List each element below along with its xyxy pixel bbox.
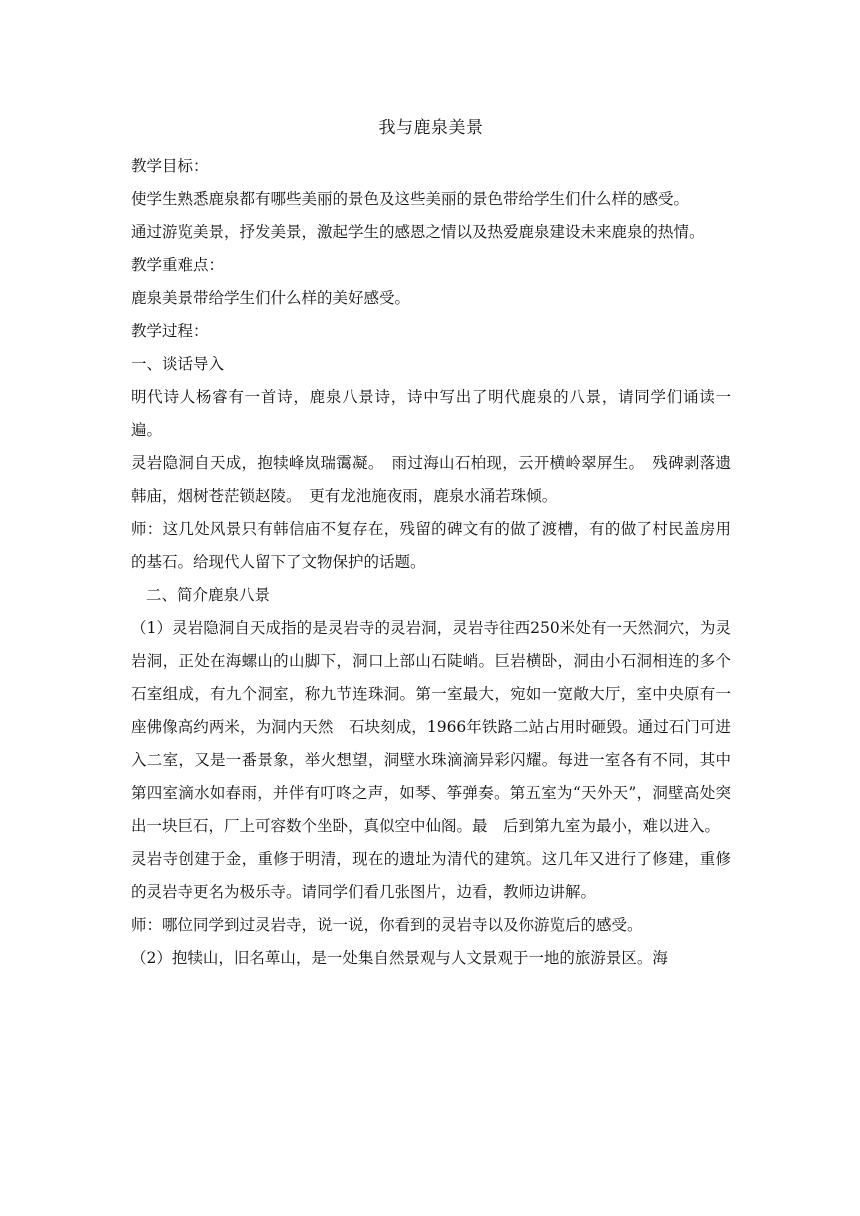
scene-2-paragraph: （2）抱犊山，旧名萆山，是一处集自然景观与人文景观于一地的旅游景区。海 [131,949,668,967]
section-heading-objectives: 教学目标： [131,157,209,175]
scene-1-paragraph: （1）灵岩隐洞自天成指的是灵岩寺的灵岩洞，灵岩寺往西250米处有一天然洞穴，为灵岩洞，正处在海螺山的山脚下，洞口上部山石陡峭。巨岩横卧，洞由小石洞相连的多个石室组成，有九个洞室，称九节连珠洞。第一室最大，宛如一宽敞大厅，室中央原有一座佛像高约两米，为洞内天然 石块刻成，1966年铁路二站占用时砸毁。通过石门可进入二室，又是一番景象，举火想望，洞壁水珠滴滴异彩闪耀。每进一室各有不同，其中 第四室滴水如春雨，并伴有叮咚之声，如琴、筝弹奏。第五室为“天外天”，洞壁高处突出一块巨石，厂上可容数个坐卧，真似空中仙阁。最 后到第九室为最小，难以进入。 [131,619,747,835]
document-body [131,116,747,975]
document-title: 我与鹿泉美景 [378,118,484,138]
subsection-heading-eight-scenes: 二、简介鹿泉八景 [146,586,271,604]
key-points-paragraph: 鹿泉美景带给学生们什么样的美好感受。 [131,289,411,307]
teacher-question-paragraph: 师：哪位同学到过灵岩寺，说一说，你看到的灵岩寺以及你游览后的感受。 [131,916,643,934]
objective-paragraph: 使学生熟悉鹿泉都有哪些美丽的景色及这些美丽的景色带给学生们什么样的感受。 [131,190,690,208]
subsection-heading-intro: 一、谈话导入 [131,355,225,373]
teacher-note-paragraph: 师：这几处风景只有韩信庙不复存在，残留的碑文有的做了渡槽，有的做了村民盖房用的基石。给现代人留下了文物保护的话题。 [131,520,731,571]
intro-paragraph: 明代诗人杨睿有一首诗，鹿泉八景诗，诗中写出了明代鹿泉的八景，请同学们诵读一遍。 [131,388,731,439]
temple-history-paragraph: 灵岩寺创建于金，重修于明清，现在的遗址为清代的建筑。这几年又进行了修建，重修的灵岩寺更名为极乐寺。请同学们看几张图片，边看，教师边讲解。 [131,850,731,901]
objective-paragraph: 通过游览美景，抒发美景，激起学生的感恩之情以及热爱鹿泉建设未来鹿泉的热情。 [131,223,705,241]
section-heading-process: 教学过程： [131,322,209,340]
poem-paragraph: 灵岩隐洞自天成，抱犊峰岚瑞霭凝。 雨过海山石柏现，云开横岭翠屏生。 残碑剥落遗韩庙，烟树苍茫锁赵陵。 更有龙池施夜雨，鹿泉水涌若珠倾。 [131,454,731,505]
section-heading-key-points: 教学重难点： [131,256,225,274]
